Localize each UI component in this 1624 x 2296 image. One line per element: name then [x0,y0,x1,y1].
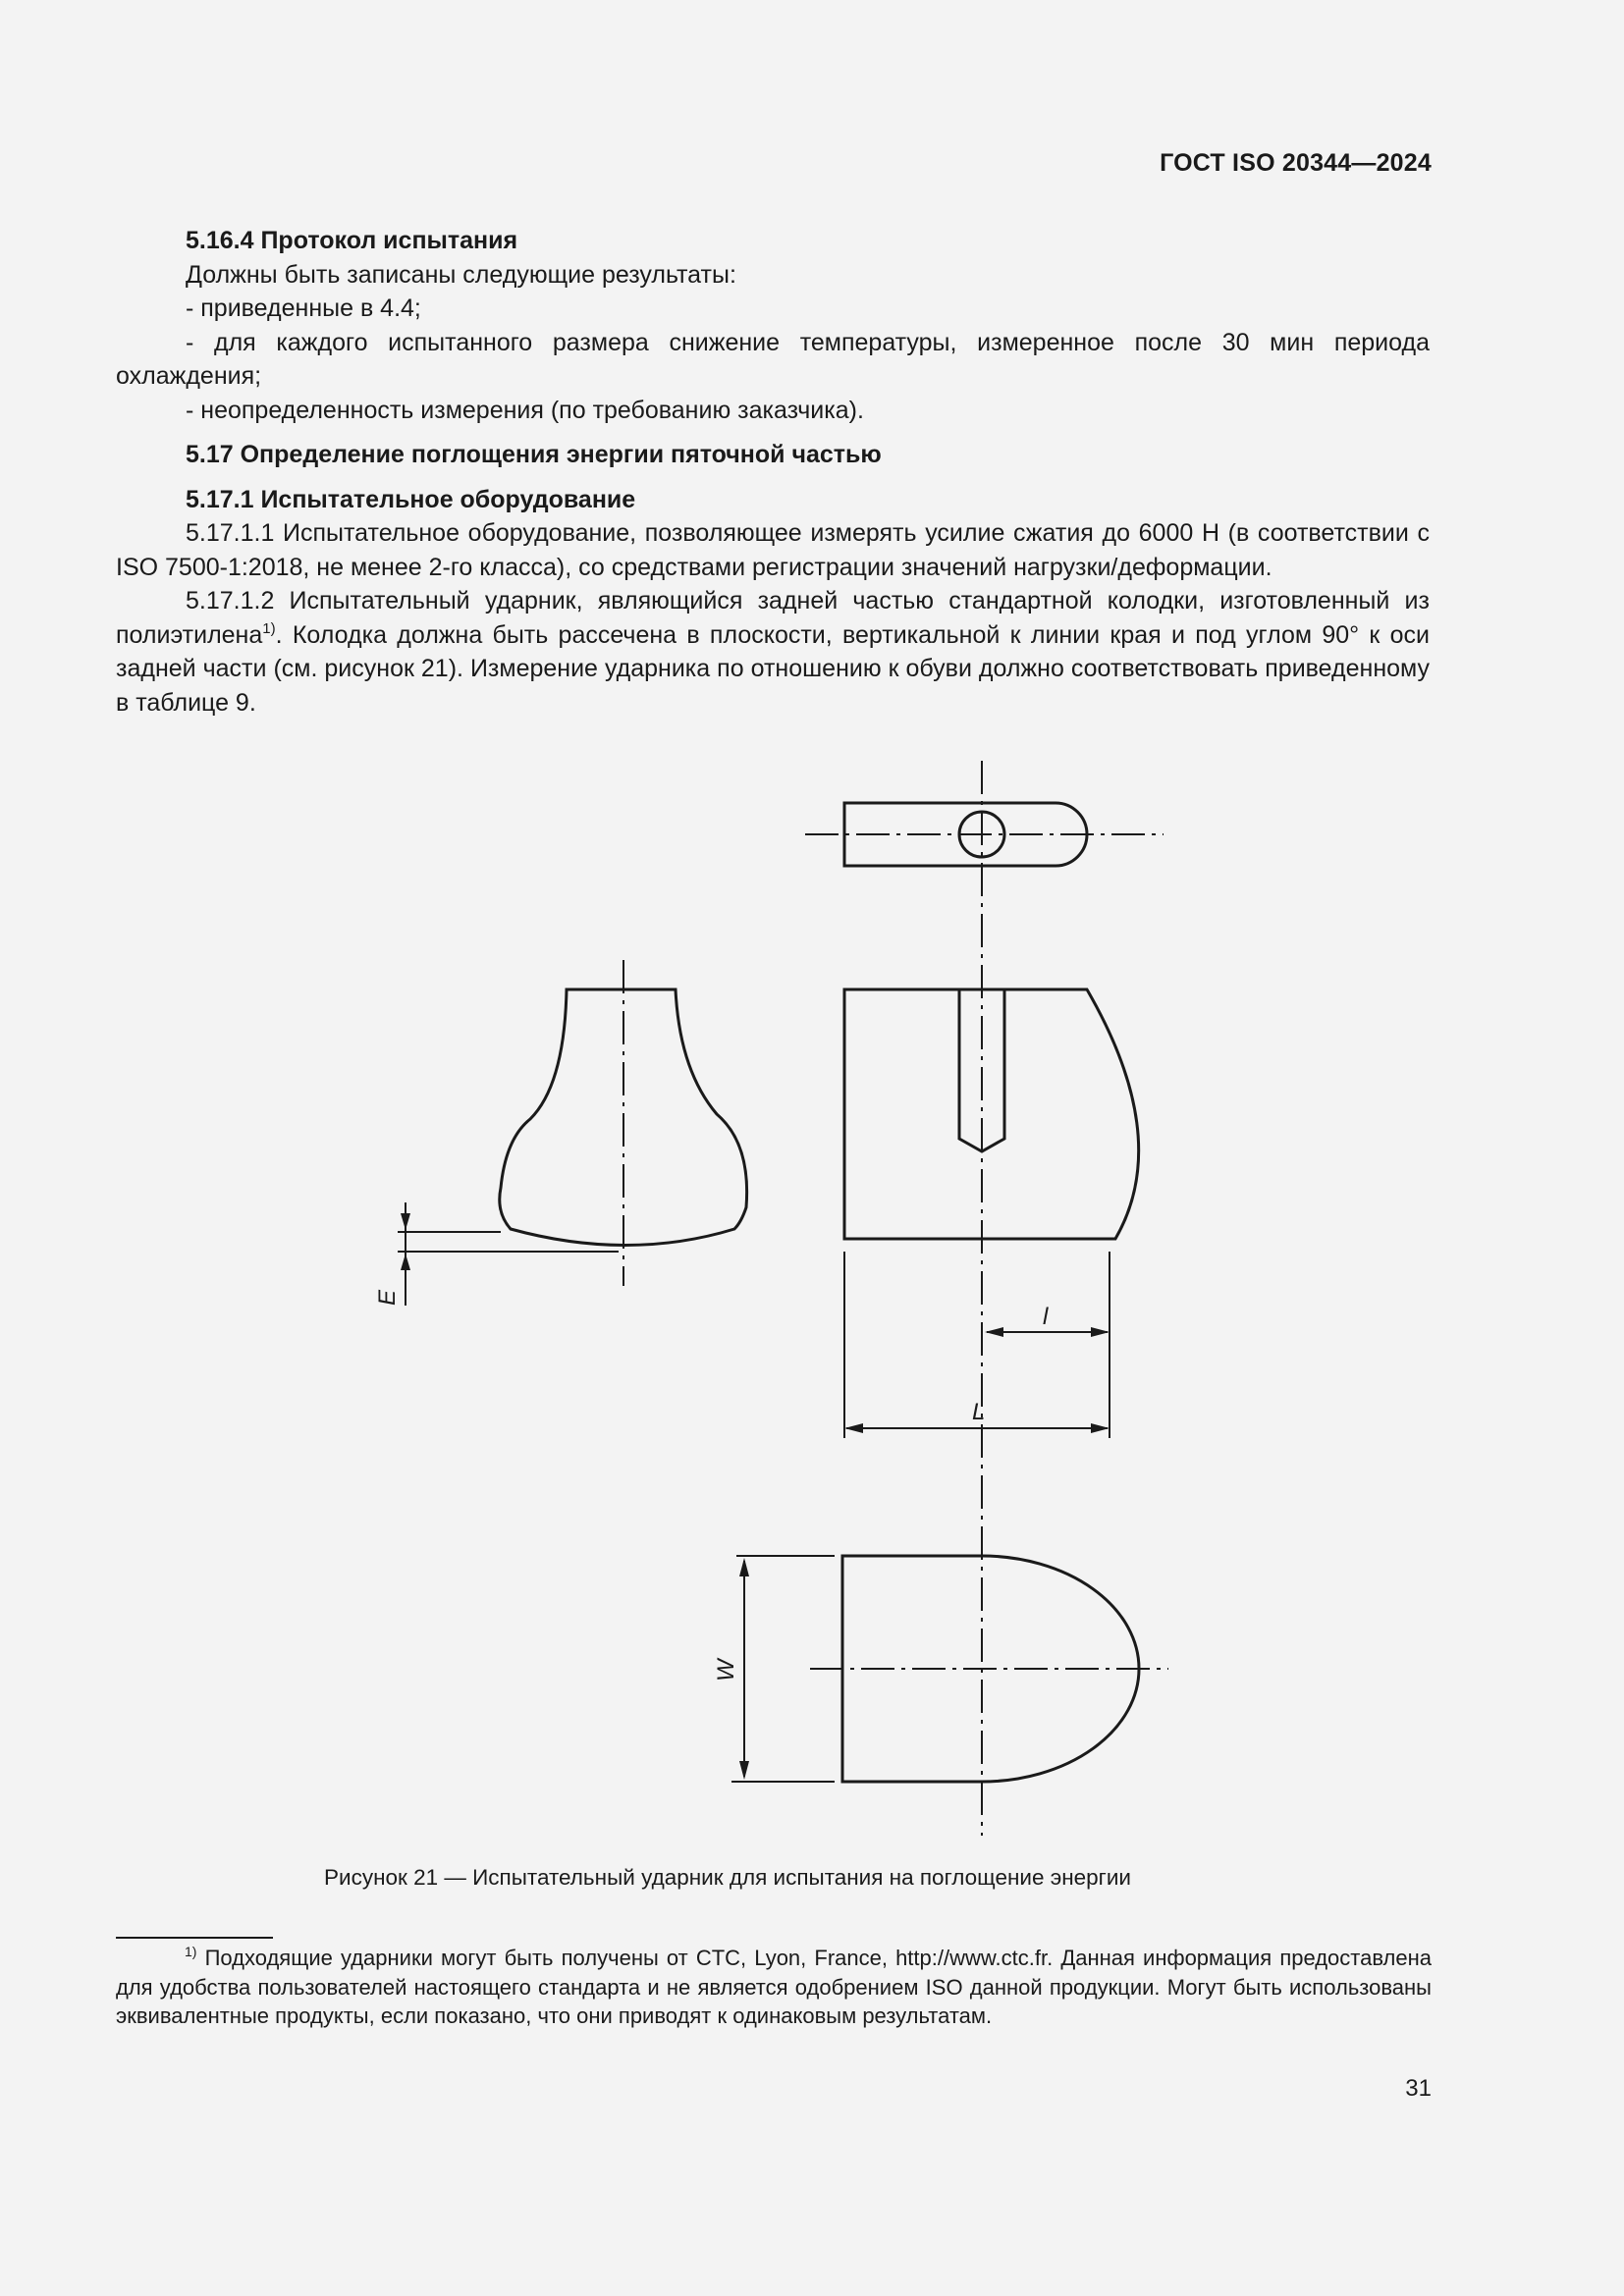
section-heading-5-17-1: 5.17.1 Испытательное оборудование [186,485,636,513]
list-item: - для каждого испытанного размера снижение температуры, измеренное после 30 мин периода охлаждения; [116,328,1430,390]
label-W: W [713,1659,739,1682]
footnote-reference: 1) [262,619,276,637]
results-intro: Должны быть записаны следующие результаты: [186,260,736,289]
footnote [116,1944,1432,2031]
section-heading-5-16-4: 5.16.4 Протокол испытания [186,227,518,254]
paragraph-5-17-1-1: 5.17.1.1 Испытательное оборудование, позволяющее измерять усилие сжатия до 6000 Н (в соответствии с ISO 7500-1:2018, не менее 2-го класса), со средствами регистрации значений нагрузки/деформации. [116,519,1430,581]
figure-21-drawing [0,746,1624,1865]
paragraph-5-17-1-2 [116,584,1430,720]
list-item: - приведенные в 4.4; [186,294,421,322]
paragraph-text: 5.17.1.2 Испытательный ударник, являющийся задней частью стандартной колодки, изготовленный из полиэтилена [116,587,1430,649]
page-number: 31 [1405,2075,1432,2102]
standard-code: ГОСТ ISO 20344—2024 [1160,149,1432,177]
list-item: - неопределенность измерения (по требованию заказчика). [186,396,864,424]
section-heading-5-17: 5.17 Определение поглощения энергии пяточной частью [186,441,882,468]
footnote-text: Подходящие ударники могут быть получены от CTC, Lyon, France, http://www.ctc.fr. Данная информация предоставлена для удобства пользователей настоящего стандарта и не является одобрением ISO данной продукции. Могут быть использованы эквивалентные продукты, если показано, что они приводят к одинаковым результатам. [116,1946,1432,2028]
footnote-divider [116,1937,273,1939]
figure-caption: Рисунок 21 — Испытательный ударник для испытания на поглощение энергии [324,1865,1131,1890]
label-l: l [1043,1304,1049,1330]
paragraph-text: . Колодка должна быть рассечена в плоскости, вертикальной к линии края и под углом 90° к оси задней части (см. рисунок 21). Измерение ударника по отношению к обуви должно соответствовать приведенному в таблице 9. [116,620,1430,717]
label-E: E [374,1289,401,1306]
footnote-mark: 1) [185,1944,197,1959]
body-text [116,224,1430,720]
side-view-outline [844,989,1139,1239]
label-L: L [972,1399,986,1425]
